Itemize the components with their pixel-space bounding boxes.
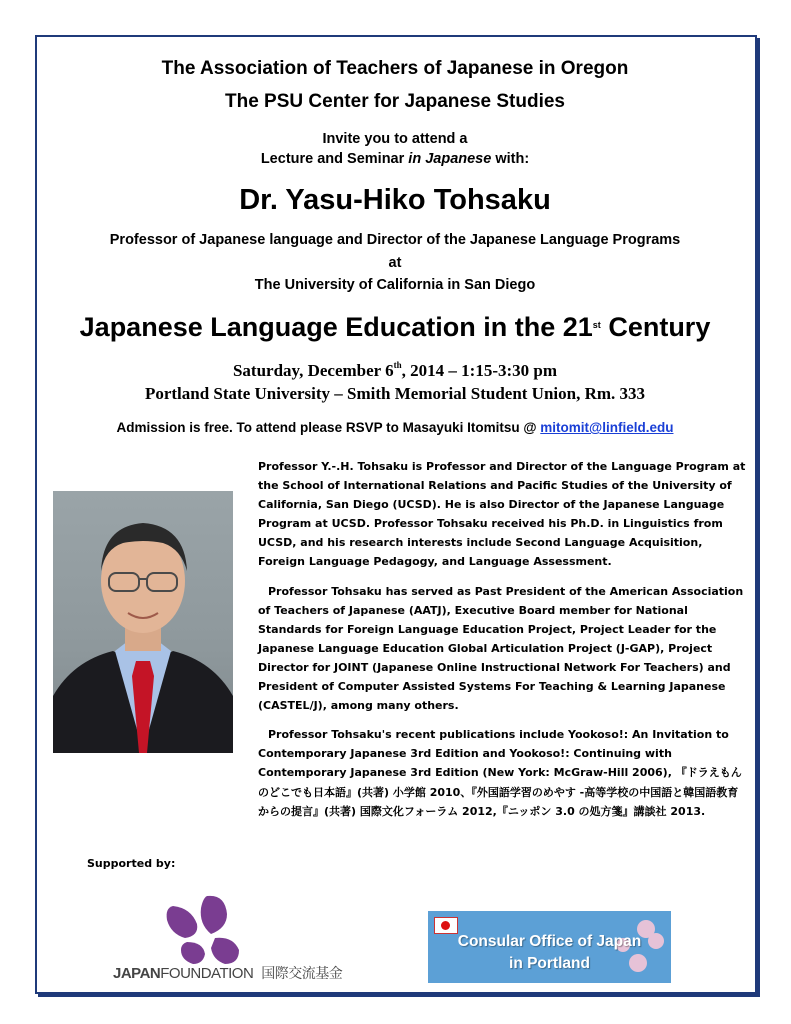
speaker-position: Professor of Japanese language and Director of the Japanese Language Programs <box>109 232 681 248</box>
rsvp-email-link[interactable]: mitomit@linfield.edu <box>540 420 674 435</box>
consular-subtitle: in Portland <box>509 955 590 972</box>
org-atjo: The Association of Teachers of Japanese in Oregon <box>161 58 629 79</box>
supported-by-label: Supported by: <box>87 857 176 870</box>
bio-paragraph: Professor Tohsaku has served as Past President of the American Association of Teachers of Japanese (AATJ), Executive Board member for National Standards for Foreign Language Education Project, Project Leader for the Japanese Language Education Global Articulation Project (J‐GAP), Project Director for JOINT (Japanese Online Instructional Network For Teachers) and President of Computer Assisted Systems For Teaching & Learning Japanese (CASTEL/J), among many others. <box>258 584 744 713</box>
speaker-name: Dr. Yasu-Hiko Tohsaku <box>239 184 551 216</box>
rsvp-line: Admission is free. To attend please RSVP to Masayuki Itomitsu @ mitomit@linfield.edu <box>116 420 674 435</box>
invite-line-1: Invite you to attend a <box>322 131 468 147</box>
japan-foundation-logo: JAPANFOUNDATION 国際交流基金 <box>113 965 343 982</box>
speaker-photo <box>53 491 233 753</box>
bio-paragraph: Professor Tohsaku's recent publications include Yookoso!: An Invitation to Contemporary Japanese 3rd Edition and Yookoso!: Continuing with Contemporary Japanese 3rd Edition (New York: McGraw-Hill 2006), 『ドラえもんのどこでも日本語』(共著) 小学館 2010、『外国語学習のめやす -高等学校の中国語と韓国語教育からの提言』(共著) 国際文化フォーラム 2012,『ニッポン 3.0 の処方箋』講談社 2013. <box>258 728 742 818</box>
event-date: Saturday, December 6th, 2014 – 1:15-3:30 pm <box>232 360 558 380</box>
consular-title: Consular Office of Japan <box>457 933 642 950</box>
speaker-at: at <box>388 255 402 271</box>
org-psu: The PSU Center for Japanese Studies <box>225 91 565 112</box>
event-location: Portland State University – Smith Memorial Student Union, Rm. 333 <box>144 384 646 403</box>
consular-office-logo <box>428 911 671 983</box>
speaker-institution: The University of California in San Diego <box>254 277 536 293</box>
bio-paragraph: Professor Y.-.H. Tohsaku is Professor and Director of the Language Program at the School of International Relations and Pacific Studies of the University of California, San Diego (UCSD). He is also Director of the Japanese Language Program at UCSD. Professor Tohsaku received his Ph.D. in Linguistics from UCSD, and his research interests include Second Language Acquisition, Foreign Language Pedagogy, and Language Assessment. <box>258 460 746 569</box>
lecture-title: Japanese Language Education in the 21st Century <box>79 312 711 342</box>
invite-line-2: Lecture and Seminar in Japanese with: <box>260 151 530 167</box>
speaker-bio <box>258 457 748 831</box>
